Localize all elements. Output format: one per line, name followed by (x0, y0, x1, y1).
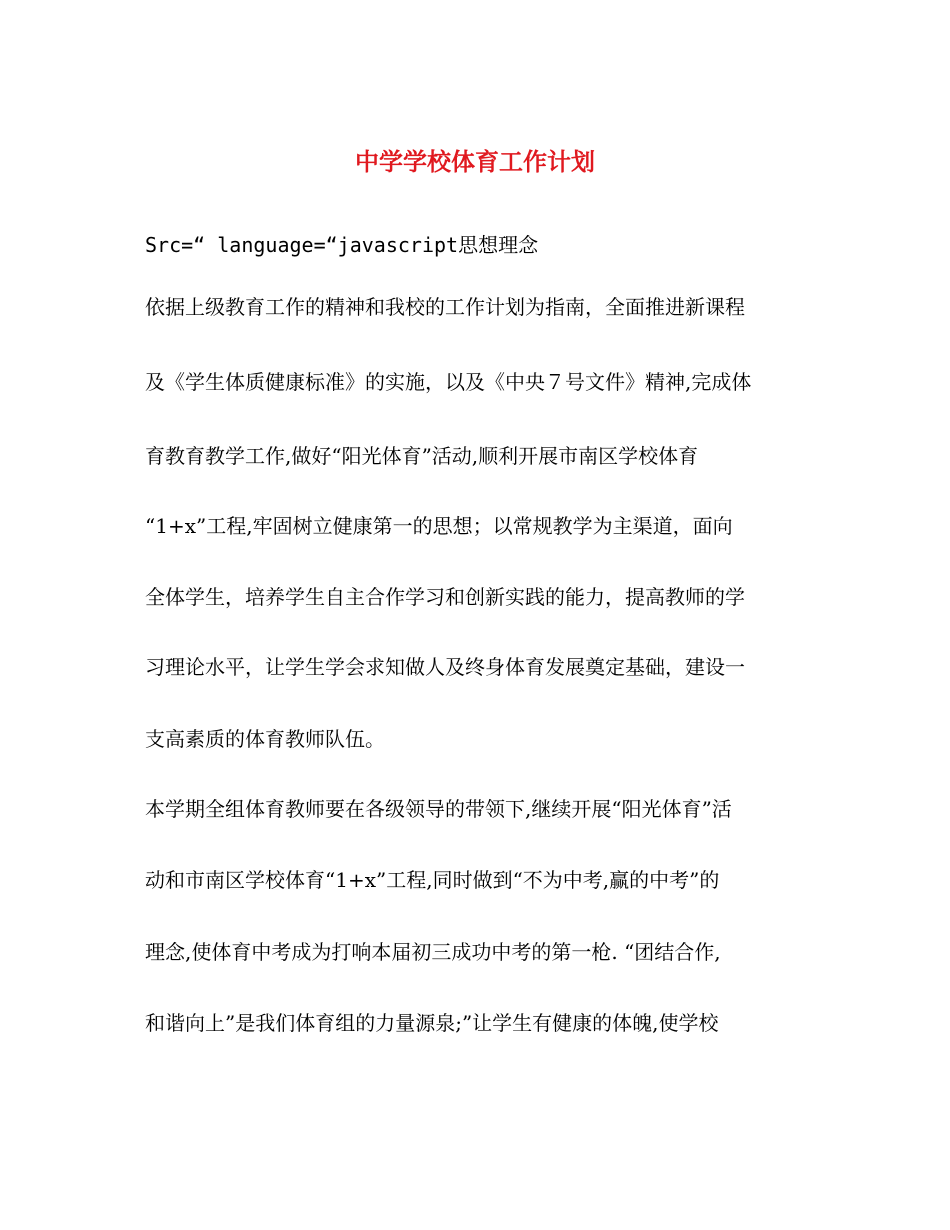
paragraph-line: “1+x”工程,牢固树立健康第一的思想；以常规教学为主渠道，面向 (145, 514, 733, 538)
code-snippet: Src=“ language=“javascript (145, 233, 459, 257)
paragraph-line: 全体学生，培养学生自主合作学习和创新实践的能力，提高教师的学 (145, 585, 745, 609)
paragraph-line: 理念,使体育中考成为打响本届初三成功中考的第一枪. “团结合作, (145, 940, 721, 964)
paragraph-line: 本学期全组体育教师要在各级领导的带领下,继续开展“阳光体育”活 (145, 797, 732, 821)
code-line-text: 思想理念 (458, 233, 539, 257)
paragraph-line: 支高素质的体育教师队伍。 (145, 727, 385, 751)
paragraph-line: 依据上级教育工作的精神和我校的工作计划为指南，全面推进新课程 (145, 295, 745, 319)
paragraph-line: 和谐向上”是我们体育组的力量源泉;”让学生有健康的体魄,使学校 (145, 1011, 719, 1035)
paragraph-line: 育教育教学工作,做好“阳光体育”活动,顺利开展市南区学校体育 (145, 444, 699, 468)
paragraph-line: 动和市南区学校体育“1+x”工程,同时做到“不为中考,赢的中考”的 (145, 868, 720, 892)
code-line (145, 229, 825, 261)
document-title: 中学学校体育工作计划 (355, 147, 595, 176)
paragraph-line: 及《学生体质健康标准》的实施，以及《中央７号文件》精神,完成体 (145, 370, 752, 394)
paragraph-line: 习理论水平，让学生学会求知做人及终身体育发展奠定基础，建设一 (145, 655, 745, 679)
